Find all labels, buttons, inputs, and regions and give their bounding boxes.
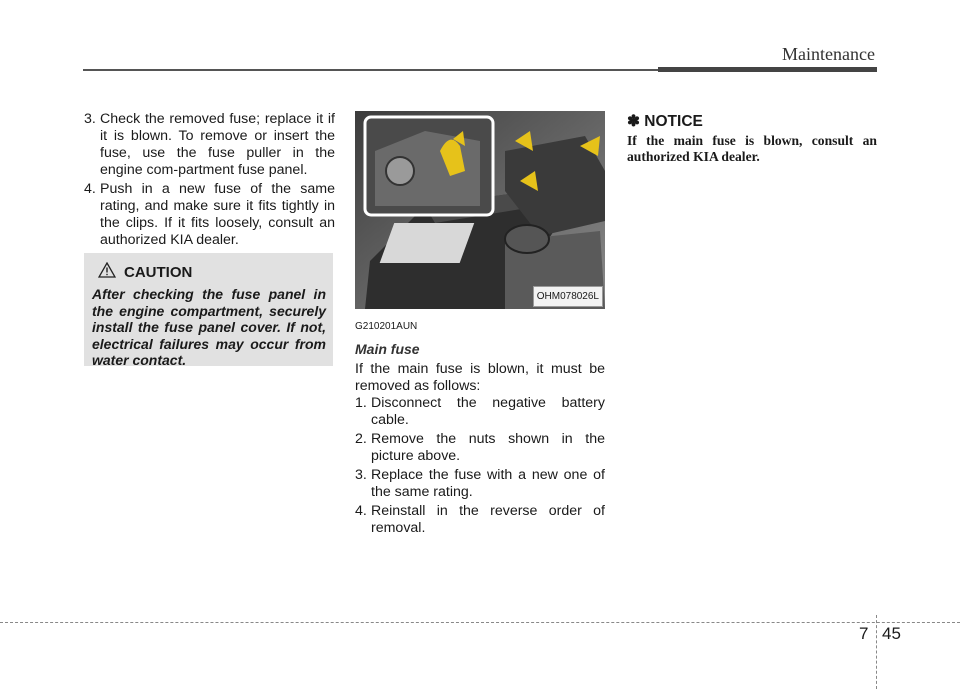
footer-divider [876,615,877,689]
list-item [355,431,605,465]
footer-rule [0,622,960,623]
item-text: Remove the nuts shown in the picture above. [371,431,605,464]
photo-code: OHM078026L [533,286,603,307]
item-text: Replace the fuse with a new one of the same rating. [371,467,605,500]
item-text: Disconnect the negative battery cable. [371,395,605,428]
column-middle [355,111,605,539]
caution-text: After checking the fuse panel in the engine compartment, securely install the fuse panel cover. If not, electrical failures may occur from water contact. [92,286,326,368]
item-text: Check the removed fuse; replace it if it is blown. To remove or insert the fuse, use the fuse puller in the engine com-partment fuse panel. [100,111,335,178]
caution-title: CAUTION [124,264,193,281]
item-text: Reinstall in the reverse order of removal. [371,503,605,536]
item-text: Push in a new fuse of the same rating, and make sure it fits tightly in the clips. If it fits loosely, consult an authorized KIA dealer. [100,181,335,248]
item-number: 3. [355,467,367,483]
main-fuse-photo [355,111,605,309]
doc-code: G210201AUN [355,321,418,332]
caution-box [84,253,333,366]
notice-title: ✽ NOTICE [627,113,703,130]
item-number: 4. [84,181,96,197]
list-item [84,181,335,249]
warning-triangle-icon [98,262,116,283]
list-item [355,395,605,429]
intro-paragraph: If the main fuse is blown, it must be removed as follows: [355,361,605,394]
list-item [355,467,605,501]
column-left [84,111,335,251]
item-number: 1. [355,395,367,411]
chapter-number: 7 [859,624,869,643]
column-right [627,111,877,165]
caution-header [98,262,326,283]
item-number: 2. [355,431,367,447]
page-number: 45 [882,624,901,643]
section-title: Maintenance [782,44,875,64]
notice-text: If the main fuse is blown, consult an authorized KIA dealer. [627,133,877,164]
header-rule-accent [658,67,877,72]
list-item [355,503,605,537]
item-number: 4. [355,503,367,519]
header-rule [83,69,658,71]
item-number: 3. [84,111,96,127]
main-fuse-heading: Main fuse [355,341,420,357]
list-item [84,111,335,179]
